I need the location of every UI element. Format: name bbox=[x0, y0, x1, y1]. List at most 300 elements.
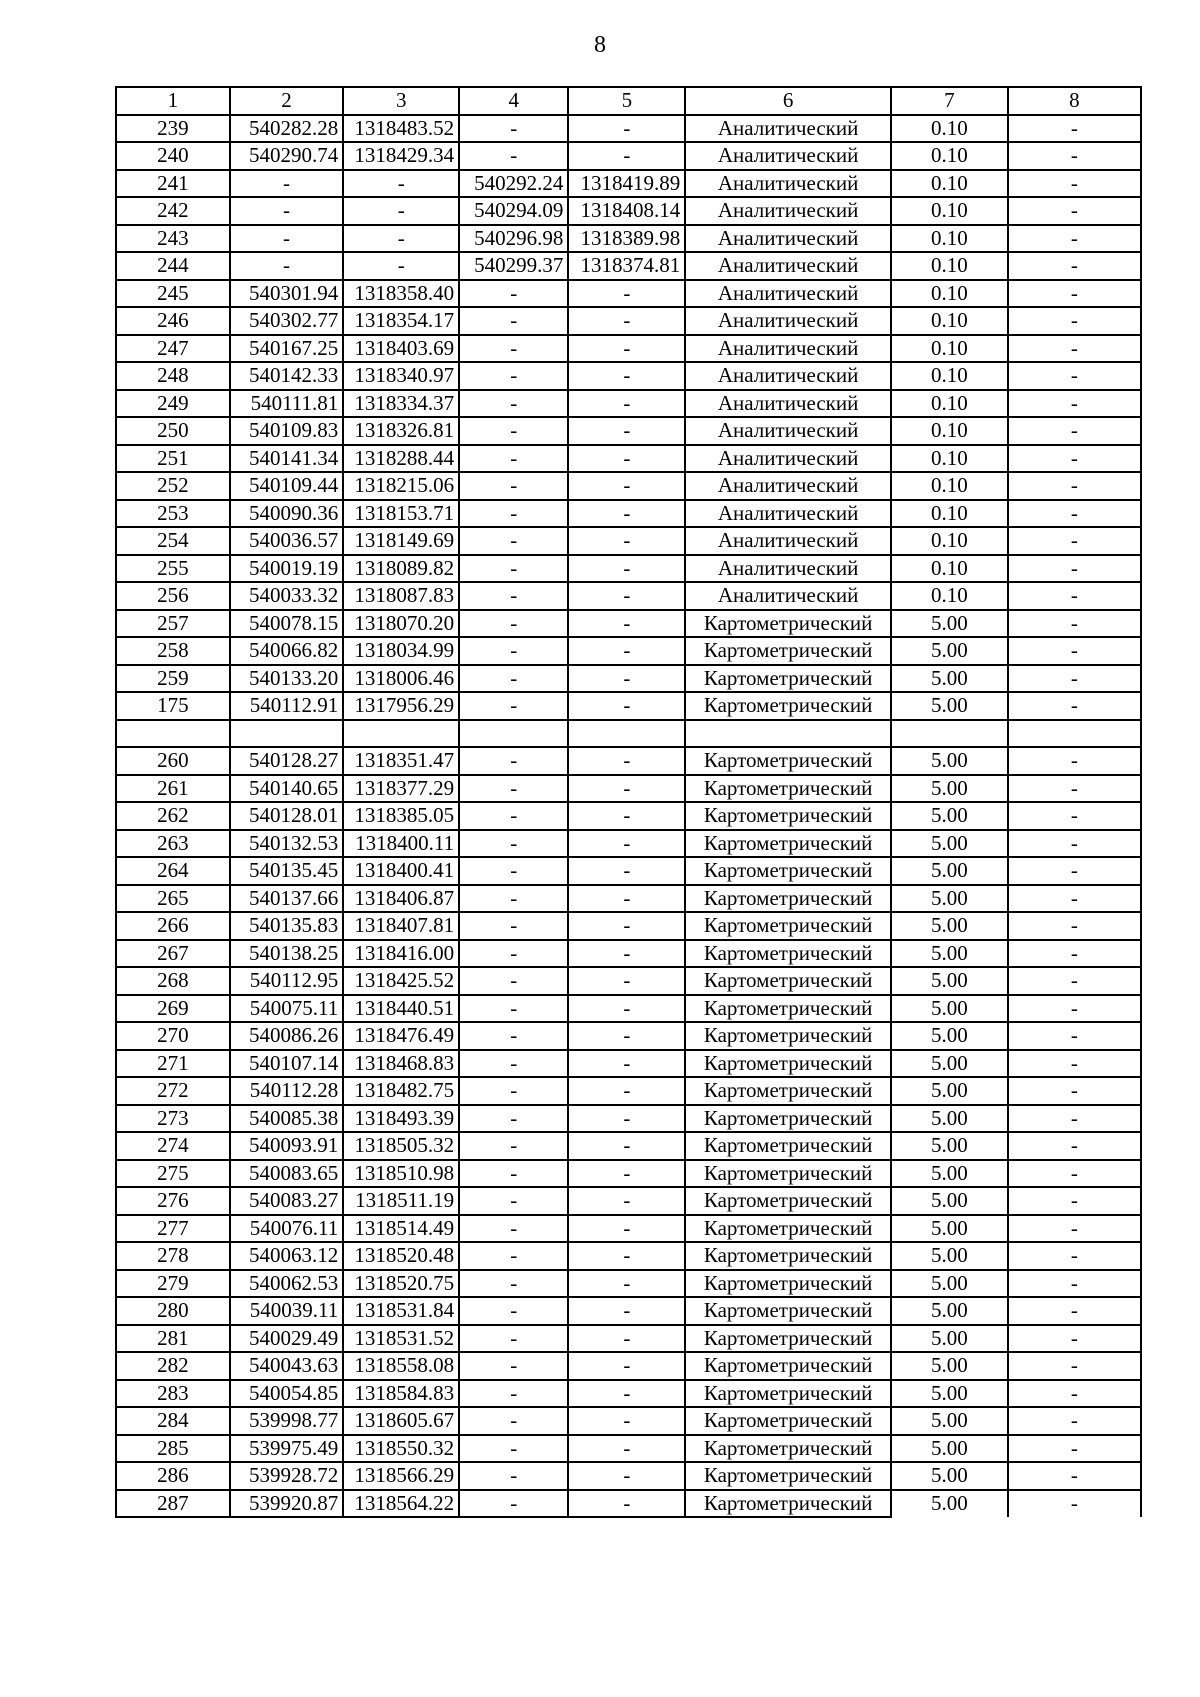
point-number-cell: 175 bbox=[116, 692, 230, 720]
y-coordinate-cell: 1318087.83 bbox=[343, 582, 459, 610]
y-coordinate-cell: 1318006.46 bbox=[343, 665, 459, 693]
method-cell: Картометрический bbox=[685, 1407, 891, 1435]
method-cell: Картометрический bbox=[685, 1105, 891, 1133]
y-coordinate-cell: - bbox=[343, 170, 459, 198]
x-new-coordinate-cell: - bbox=[459, 142, 568, 170]
table-row bbox=[116, 720, 1141, 748]
accuracy-cell: 0.10 bbox=[891, 445, 1008, 473]
point-number-cell: 283 bbox=[116, 1380, 230, 1408]
y-coordinate-cell: 1318468.83 bbox=[343, 1050, 459, 1078]
note-cell: - bbox=[1008, 1215, 1141, 1243]
accuracy-cell: 5.00 bbox=[891, 1132, 1008, 1160]
accuracy-cell: 0.10 bbox=[891, 170, 1008, 198]
y-new-coordinate-cell: - bbox=[568, 555, 685, 583]
point-number-cell: 242 bbox=[116, 197, 230, 225]
point-number-cell: 248 bbox=[116, 362, 230, 390]
method-cell: Картометрический bbox=[685, 1297, 891, 1325]
table-row bbox=[116, 335, 1141, 363]
x-new-coordinate-cell: - bbox=[459, 1490, 568, 1518]
method-cell: Аналитический bbox=[685, 500, 891, 528]
x-coordinate-cell: 540135.45 bbox=[230, 857, 344, 885]
table-row bbox=[116, 995, 1141, 1023]
y-coordinate-cell: 1318476.49 bbox=[343, 1022, 459, 1050]
accuracy-cell: 5.00 bbox=[891, 1160, 1008, 1188]
x-coordinate-cell: - bbox=[230, 197, 344, 225]
point-number-cell: 287 bbox=[116, 1490, 230, 1518]
page-number: 8 bbox=[594, 32, 606, 58]
column-header: 1 bbox=[116, 87, 230, 115]
point-number-cell: 259 bbox=[116, 665, 230, 693]
y-coordinate-cell: 1318511.19 bbox=[343, 1187, 459, 1215]
method-cell: Аналитический bbox=[685, 472, 891, 500]
y-new-coordinate-cell: - bbox=[568, 1435, 685, 1463]
method-cell: Картометрический bbox=[685, 1325, 891, 1353]
table-row bbox=[116, 692, 1141, 720]
y-new-coordinate-cell: - bbox=[568, 775, 685, 803]
x-coordinate-cell: 540128.01 bbox=[230, 802, 344, 830]
table-row bbox=[116, 802, 1141, 830]
y-new-coordinate-cell: - bbox=[568, 610, 685, 638]
method-cell: Картометрический bbox=[685, 857, 891, 885]
x-new-coordinate-cell: - bbox=[459, 1160, 568, 1188]
point-number-cell: 252 bbox=[116, 472, 230, 500]
y-coordinate-cell: 1318510.98 bbox=[343, 1160, 459, 1188]
x-coordinate-cell: 540112.28 bbox=[230, 1077, 344, 1105]
table-row bbox=[116, 637, 1141, 665]
accuracy-cell: 5.00 bbox=[891, 1050, 1008, 1078]
y-coordinate-cell: 1318584.83 bbox=[343, 1380, 459, 1408]
note-cell: - bbox=[1008, 500, 1141, 528]
method-cell: Картометрический bbox=[685, 1132, 891, 1160]
x-coordinate-cell: 540128.27 bbox=[230, 747, 344, 775]
y-new-coordinate-cell: - bbox=[568, 1160, 685, 1188]
accuracy-cell: 5.00 bbox=[891, 1490, 1008, 1518]
y-new-coordinate-cell: - bbox=[568, 417, 685, 445]
table-row bbox=[116, 1490, 1141, 1518]
accuracy-cell: 5.00 bbox=[891, 857, 1008, 885]
y-new-coordinate-cell bbox=[568, 720, 685, 748]
table-header-row bbox=[116, 87, 1141, 115]
table-row bbox=[116, 1297, 1141, 1325]
note-cell: - bbox=[1008, 885, 1141, 913]
point-number-cell: 240 bbox=[116, 142, 230, 170]
y-new-coordinate-cell: - bbox=[568, 1077, 685, 1105]
table-row bbox=[116, 1407, 1141, 1435]
y-coordinate-cell: 1318149.69 bbox=[343, 527, 459, 555]
x-coordinate-cell: 540090.36 bbox=[230, 500, 344, 528]
x-new-coordinate-cell: - bbox=[459, 1270, 568, 1298]
point-number-cell: 250 bbox=[116, 417, 230, 445]
x-coordinate-cell: 540039.11 bbox=[230, 1297, 344, 1325]
y-coordinate-cell: 1318407.81 bbox=[343, 912, 459, 940]
column-header: 2 bbox=[230, 87, 344, 115]
y-coordinate-cell: 1318505.32 bbox=[343, 1132, 459, 1160]
accuracy-cell bbox=[891, 720, 1008, 748]
x-new-coordinate-cell: - bbox=[459, 335, 568, 363]
x-new-coordinate-cell: - bbox=[459, 1132, 568, 1160]
accuracy-cell: 5.00 bbox=[891, 1297, 1008, 1325]
accuracy-cell: 5.00 bbox=[891, 665, 1008, 693]
method-cell: Аналитический bbox=[685, 362, 891, 390]
point-number-cell: 255 bbox=[116, 555, 230, 583]
table-row bbox=[116, 445, 1141, 473]
point-number-cell: 256 bbox=[116, 582, 230, 610]
accuracy-cell: 5.00 bbox=[891, 1380, 1008, 1408]
method-cell bbox=[685, 720, 891, 748]
y-coordinate-cell: 1318070.20 bbox=[343, 610, 459, 638]
accuracy-cell: 5.00 bbox=[891, 912, 1008, 940]
y-new-coordinate-cell: - bbox=[568, 527, 685, 555]
method-cell: Картометрический bbox=[685, 1462, 891, 1490]
y-coordinate-cell: 1318605.67 bbox=[343, 1407, 459, 1435]
method-cell: Картометрический bbox=[685, 692, 891, 720]
x-coordinate-cell: 540133.20 bbox=[230, 665, 344, 693]
y-new-coordinate-cell: - bbox=[568, 1270, 685, 1298]
accuracy-cell: 5.00 bbox=[891, 1462, 1008, 1490]
table-row bbox=[116, 857, 1141, 885]
table-row bbox=[116, 500, 1141, 528]
y-coordinate-cell: 1318351.47 bbox=[343, 747, 459, 775]
note-cell bbox=[1008, 720, 1141, 748]
y-coordinate-cell: 1318493.39 bbox=[343, 1105, 459, 1133]
table-row bbox=[116, 665, 1141, 693]
point-number-cell: 260 bbox=[116, 747, 230, 775]
point-number-cell: 253 bbox=[116, 500, 230, 528]
accuracy-cell: 5.00 bbox=[891, 692, 1008, 720]
x-coordinate-cell: 540282.28 bbox=[230, 115, 344, 143]
table-row bbox=[116, 940, 1141, 968]
note-cell: - bbox=[1008, 417, 1141, 445]
table-row bbox=[116, 1435, 1141, 1463]
method-cell: Аналитический bbox=[685, 252, 891, 280]
point-number-cell: 262 bbox=[116, 802, 230, 830]
method-cell: Аналитический bbox=[685, 390, 891, 418]
x-new-coordinate-cell: - bbox=[459, 472, 568, 500]
y-new-coordinate-cell: - bbox=[568, 1490, 685, 1518]
note-cell: - bbox=[1008, 1187, 1141, 1215]
y-coordinate-cell: 1318425.52 bbox=[343, 967, 459, 995]
x-new-coordinate-cell: - bbox=[459, 417, 568, 445]
table-row bbox=[116, 280, 1141, 308]
method-cell: Аналитический bbox=[685, 417, 891, 445]
y-new-coordinate-cell: - bbox=[568, 830, 685, 858]
x-coordinate-cell: 540063.12 bbox=[230, 1242, 344, 1270]
accuracy-cell: 5.00 bbox=[891, 1435, 1008, 1463]
note-cell: - bbox=[1008, 445, 1141, 473]
table-row bbox=[116, 1462, 1141, 1490]
table-row bbox=[116, 472, 1141, 500]
point-number-cell: 241 bbox=[116, 170, 230, 198]
x-coordinate-cell: 540019.19 bbox=[230, 555, 344, 583]
y-coordinate-cell: 1318403.69 bbox=[343, 335, 459, 363]
column-header: 7 bbox=[891, 87, 1008, 115]
note-cell: - bbox=[1008, 472, 1141, 500]
x-new-coordinate-cell: - bbox=[459, 1050, 568, 1078]
note-cell: - bbox=[1008, 280, 1141, 308]
y-coordinate-cell: 1318429.34 bbox=[343, 142, 459, 170]
point-number-cell: 278 bbox=[116, 1242, 230, 1270]
y-coordinate-cell: 1318288.44 bbox=[343, 445, 459, 473]
method-cell: Аналитический bbox=[685, 335, 891, 363]
table-body bbox=[116, 115, 1141, 1518]
column-header: 3 bbox=[343, 87, 459, 115]
x-new-coordinate-cell: 540299.37 bbox=[459, 252, 568, 280]
x-new-coordinate-cell: - bbox=[459, 995, 568, 1023]
x-new-coordinate-cell: - bbox=[459, 307, 568, 335]
method-cell: Аналитический bbox=[685, 582, 891, 610]
y-new-coordinate-cell: - bbox=[568, 940, 685, 968]
table-row bbox=[116, 830, 1141, 858]
table-row bbox=[116, 1077, 1141, 1105]
x-coordinate-cell: 540054.85 bbox=[230, 1380, 344, 1408]
y-new-coordinate-cell: - bbox=[568, 1105, 685, 1133]
x-new-coordinate-cell: - bbox=[459, 1242, 568, 1270]
x-new-coordinate-cell: - bbox=[459, 1435, 568, 1463]
y-coordinate-cell: - bbox=[343, 197, 459, 225]
accuracy-cell: 0.10 bbox=[891, 362, 1008, 390]
y-new-coordinate-cell: - bbox=[568, 335, 685, 363]
x-coordinate-cell: 540029.49 bbox=[230, 1325, 344, 1353]
method-cell: Аналитический bbox=[685, 115, 891, 143]
y-coordinate-cell: 1318340.97 bbox=[343, 362, 459, 390]
table-row bbox=[116, 252, 1141, 280]
y-new-coordinate-cell: - bbox=[568, 747, 685, 775]
accuracy-cell: 5.00 bbox=[891, 885, 1008, 913]
accuracy-cell: 5.00 bbox=[891, 967, 1008, 995]
note-cell: - bbox=[1008, 1325, 1141, 1353]
point-number-cell: 274 bbox=[116, 1132, 230, 1160]
y-coordinate-cell: 1318482.75 bbox=[343, 1077, 459, 1105]
x-new-coordinate-cell: 540292.24 bbox=[459, 170, 568, 198]
x-coordinate-cell: 540302.77 bbox=[230, 307, 344, 335]
x-coordinate-cell: 539975.49 bbox=[230, 1435, 344, 1463]
note-cell: - bbox=[1008, 912, 1141, 940]
x-coordinate-cell: - bbox=[230, 170, 344, 198]
table-row bbox=[116, 527, 1141, 555]
note-cell: - bbox=[1008, 1435, 1141, 1463]
note-cell: - bbox=[1008, 225, 1141, 253]
point-number-cell: 281 bbox=[116, 1325, 230, 1353]
x-coordinate-cell: 540075.11 bbox=[230, 995, 344, 1023]
point-number-cell: 251 bbox=[116, 445, 230, 473]
y-coordinate-cell: 1318400.41 bbox=[343, 857, 459, 885]
y-new-coordinate-cell: - bbox=[568, 692, 685, 720]
method-cell: Картометрический bbox=[685, 1352, 891, 1380]
x-coordinate-cell: 540137.66 bbox=[230, 885, 344, 913]
accuracy-cell: 5.00 bbox=[891, 830, 1008, 858]
note-cell: - bbox=[1008, 830, 1141, 858]
note-cell: - bbox=[1008, 857, 1141, 885]
note-cell: - bbox=[1008, 142, 1141, 170]
method-cell: Аналитический bbox=[685, 555, 891, 583]
y-new-coordinate-cell: - bbox=[568, 857, 685, 885]
y-coordinate-cell: 1318550.32 bbox=[343, 1435, 459, 1463]
y-coordinate-cell: 1318358.40 bbox=[343, 280, 459, 308]
table-row bbox=[116, 1270, 1141, 1298]
x-coordinate-cell: 540112.95 bbox=[230, 967, 344, 995]
x-new-coordinate-cell: - bbox=[459, 500, 568, 528]
point-number-cell: 280 bbox=[116, 1297, 230, 1325]
x-new-coordinate-cell: - bbox=[459, 1352, 568, 1380]
point-number-cell: 245 bbox=[116, 280, 230, 308]
table-row bbox=[116, 555, 1141, 583]
method-cell: Картометрический bbox=[685, 1270, 891, 1298]
x-coordinate-cell: 540167.25 bbox=[230, 335, 344, 363]
y-new-coordinate-cell: - bbox=[568, 280, 685, 308]
method-cell: Картометрический bbox=[685, 1215, 891, 1243]
x-coordinate-cell: 540141.34 bbox=[230, 445, 344, 473]
note-cell: - bbox=[1008, 1407, 1141, 1435]
table-row bbox=[116, 1242, 1141, 1270]
x-coordinate-cell: 540083.27 bbox=[230, 1187, 344, 1215]
table-row bbox=[116, 1187, 1141, 1215]
note-cell: - bbox=[1008, 1490, 1141, 1518]
y-new-coordinate-cell: - bbox=[568, 1297, 685, 1325]
x-coordinate-cell: 540036.57 bbox=[230, 527, 344, 555]
accuracy-cell: 0.10 bbox=[891, 417, 1008, 445]
method-cell: Картометрический bbox=[685, 1160, 891, 1188]
method-cell: Картометрический bbox=[685, 967, 891, 995]
y-coordinate-cell: 1318531.84 bbox=[343, 1297, 459, 1325]
accuracy-cell: 5.00 bbox=[891, 1325, 1008, 1353]
point-number-cell: 263 bbox=[116, 830, 230, 858]
x-new-coordinate-cell: - bbox=[459, 1187, 568, 1215]
y-coordinate-cell: 1318531.52 bbox=[343, 1325, 459, 1353]
table-row bbox=[116, 912, 1141, 940]
x-new-coordinate-cell: - bbox=[459, 1462, 568, 1490]
note-cell: - bbox=[1008, 115, 1141, 143]
accuracy-cell: 0.10 bbox=[891, 307, 1008, 335]
y-new-coordinate-cell: - bbox=[568, 1325, 685, 1353]
y-new-coordinate-cell: - bbox=[568, 472, 685, 500]
note-cell: - bbox=[1008, 1352, 1141, 1380]
x-coordinate-cell: 540109.44 bbox=[230, 472, 344, 500]
y-coordinate-cell: 1318558.08 bbox=[343, 1352, 459, 1380]
y-coordinate-cell: 1317956.29 bbox=[343, 692, 459, 720]
note-cell: - bbox=[1008, 967, 1141, 995]
y-coordinate-cell: 1318520.48 bbox=[343, 1242, 459, 1270]
method-cell: Аналитический bbox=[685, 197, 891, 225]
table-row bbox=[116, 115, 1141, 143]
table-row bbox=[116, 390, 1141, 418]
y-new-coordinate-cell: - bbox=[568, 307, 685, 335]
method-cell: Картометрический bbox=[685, 610, 891, 638]
accuracy-cell: 5.00 bbox=[891, 1105, 1008, 1133]
accuracy-cell: 5.00 bbox=[891, 1270, 1008, 1298]
x-coordinate-cell: 540107.14 bbox=[230, 1050, 344, 1078]
x-coordinate-cell: 540142.33 bbox=[230, 362, 344, 390]
method-cell: Картометрический bbox=[685, 1022, 891, 1050]
y-new-coordinate-cell: - bbox=[568, 390, 685, 418]
point-number-cell: 286 bbox=[116, 1462, 230, 1490]
x-new-coordinate-cell: - bbox=[459, 445, 568, 473]
point-number-cell: 246 bbox=[116, 307, 230, 335]
method-cell: Картометрический bbox=[685, 995, 891, 1023]
table-row bbox=[116, 225, 1141, 253]
y-coordinate-cell: 1318566.29 bbox=[343, 1462, 459, 1490]
note-cell: - bbox=[1008, 335, 1141, 363]
x-new-coordinate-cell: - bbox=[459, 1022, 568, 1050]
accuracy-cell: 5.00 bbox=[891, 1242, 1008, 1270]
y-coordinate-cell bbox=[343, 720, 459, 748]
x-new-coordinate-cell: - bbox=[459, 857, 568, 885]
x-new-coordinate-cell: - bbox=[459, 1380, 568, 1408]
y-new-coordinate-cell: - bbox=[568, 1242, 685, 1270]
x-new-coordinate-cell: - bbox=[459, 280, 568, 308]
y-coordinate-cell: 1318089.82 bbox=[343, 555, 459, 583]
x-new-coordinate-cell: - bbox=[459, 692, 568, 720]
method-cell: Картометрический bbox=[685, 1077, 891, 1105]
x-new-coordinate-cell: - bbox=[459, 802, 568, 830]
note-cell: - bbox=[1008, 582, 1141, 610]
note-cell: - bbox=[1008, 802, 1141, 830]
point-number-cell: 244 bbox=[116, 252, 230, 280]
table-row bbox=[116, 197, 1141, 225]
method-cell: Аналитический bbox=[685, 445, 891, 473]
note-cell: - bbox=[1008, 555, 1141, 583]
x-coordinate-cell: 540135.83 bbox=[230, 912, 344, 940]
x-coordinate-cell: 539928.72 bbox=[230, 1462, 344, 1490]
y-coordinate-cell: - bbox=[343, 252, 459, 280]
note-cell: - bbox=[1008, 362, 1141, 390]
y-new-coordinate-cell: - bbox=[568, 582, 685, 610]
point-number-cell: 266 bbox=[116, 912, 230, 940]
y-coordinate-cell: 1318416.00 bbox=[343, 940, 459, 968]
x-coordinate-cell: 540033.32 bbox=[230, 582, 344, 610]
accuracy-cell: 5.00 bbox=[891, 1022, 1008, 1050]
method-cell: Картометрический bbox=[685, 1435, 891, 1463]
note-cell: - bbox=[1008, 995, 1141, 1023]
accuracy-cell: 0.10 bbox=[891, 555, 1008, 583]
x-coordinate-cell: 540301.94 bbox=[230, 280, 344, 308]
y-new-coordinate-cell: - bbox=[568, 500, 685, 528]
y-coordinate-cell: 1318377.29 bbox=[343, 775, 459, 803]
accuracy-cell: 0.10 bbox=[891, 115, 1008, 143]
method-cell: Аналитический bbox=[685, 225, 891, 253]
point-number-cell: 258 bbox=[116, 637, 230, 665]
method-cell: Картометрический bbox=[685, 1380, 891, 1408]
method-cell: Аналитический bbox=[685, 280, 891, 308]
point-number-cell: 284 bbox=[116, 1407, 230, 1435]
table-row bbox=[116, 1325, 1141, 1353]
table-row bbox=[116, 170, 1141, 198]
x-coordinate-cell: 539920.87 bbox=[230, 1490, 344, 1518]
x-coordinate-cell: 540140.65 bbox=[230, 775, 344, 803]
x-new-coordinate-cell: - bbox=[459, 967, 568, 995]
x-coordinate-cell: 540085.38 bbox=[230, 1105, 344, 1133]
note-cell: - bbox=[1008, 170, 1141, 198]
column-header: 8 bbox=[1008, 87, 1141, 115]
y-new-coordinate-cell: - bbox=[568, 1352, 685, 1380]
x-new-coordinate-cell: - bbox=[459, 940, 568, 968]
y-new-coordinate-cell: - bbox=[568, 637, 685, 665]
x-coordinate-cell: 540066.82 bbox=[230, 637, 344, 665]
x-new-coordinate-cell: - bbox=[459, 1407, 568, 1435]
accuracy-cell: 5.00 bbox=[891, 637, 1008, 665]
method-cell: Картометрический bbox=[685, 802, 891, 830]
x-coordinate-cell: 540086.26 bbox=[230, 1022, 344, 1050]
x-new-coordinate-cell: - bbox=[459, 665, 568, 693]
y-new-coordinate-cell: - bbox=[568, 885, 685, 913]
method-cell: Картометрический bbox=[685, 637, 891, 665]
y-new-coordinate-cell: 1318374.81 bbox=[568, 252, 685, 280]
accuracy-cell: 5.00 bbox=[891, 1352, 1008, 1380]
y-coordinate-cell: 1318153.71 bbox=[343, 500, 459, 528]
y-coordinate-cell: 1318334.37 bbox=[343, 390, 459, 418]
x-new-coordinate-cell: - bbox=[459, 747, 568, 775]
note-cell: - bbox=[1008, 1242, 1141, 1270]
point-number-cell: 269 bbox=[116, 995, 230, 1023]
